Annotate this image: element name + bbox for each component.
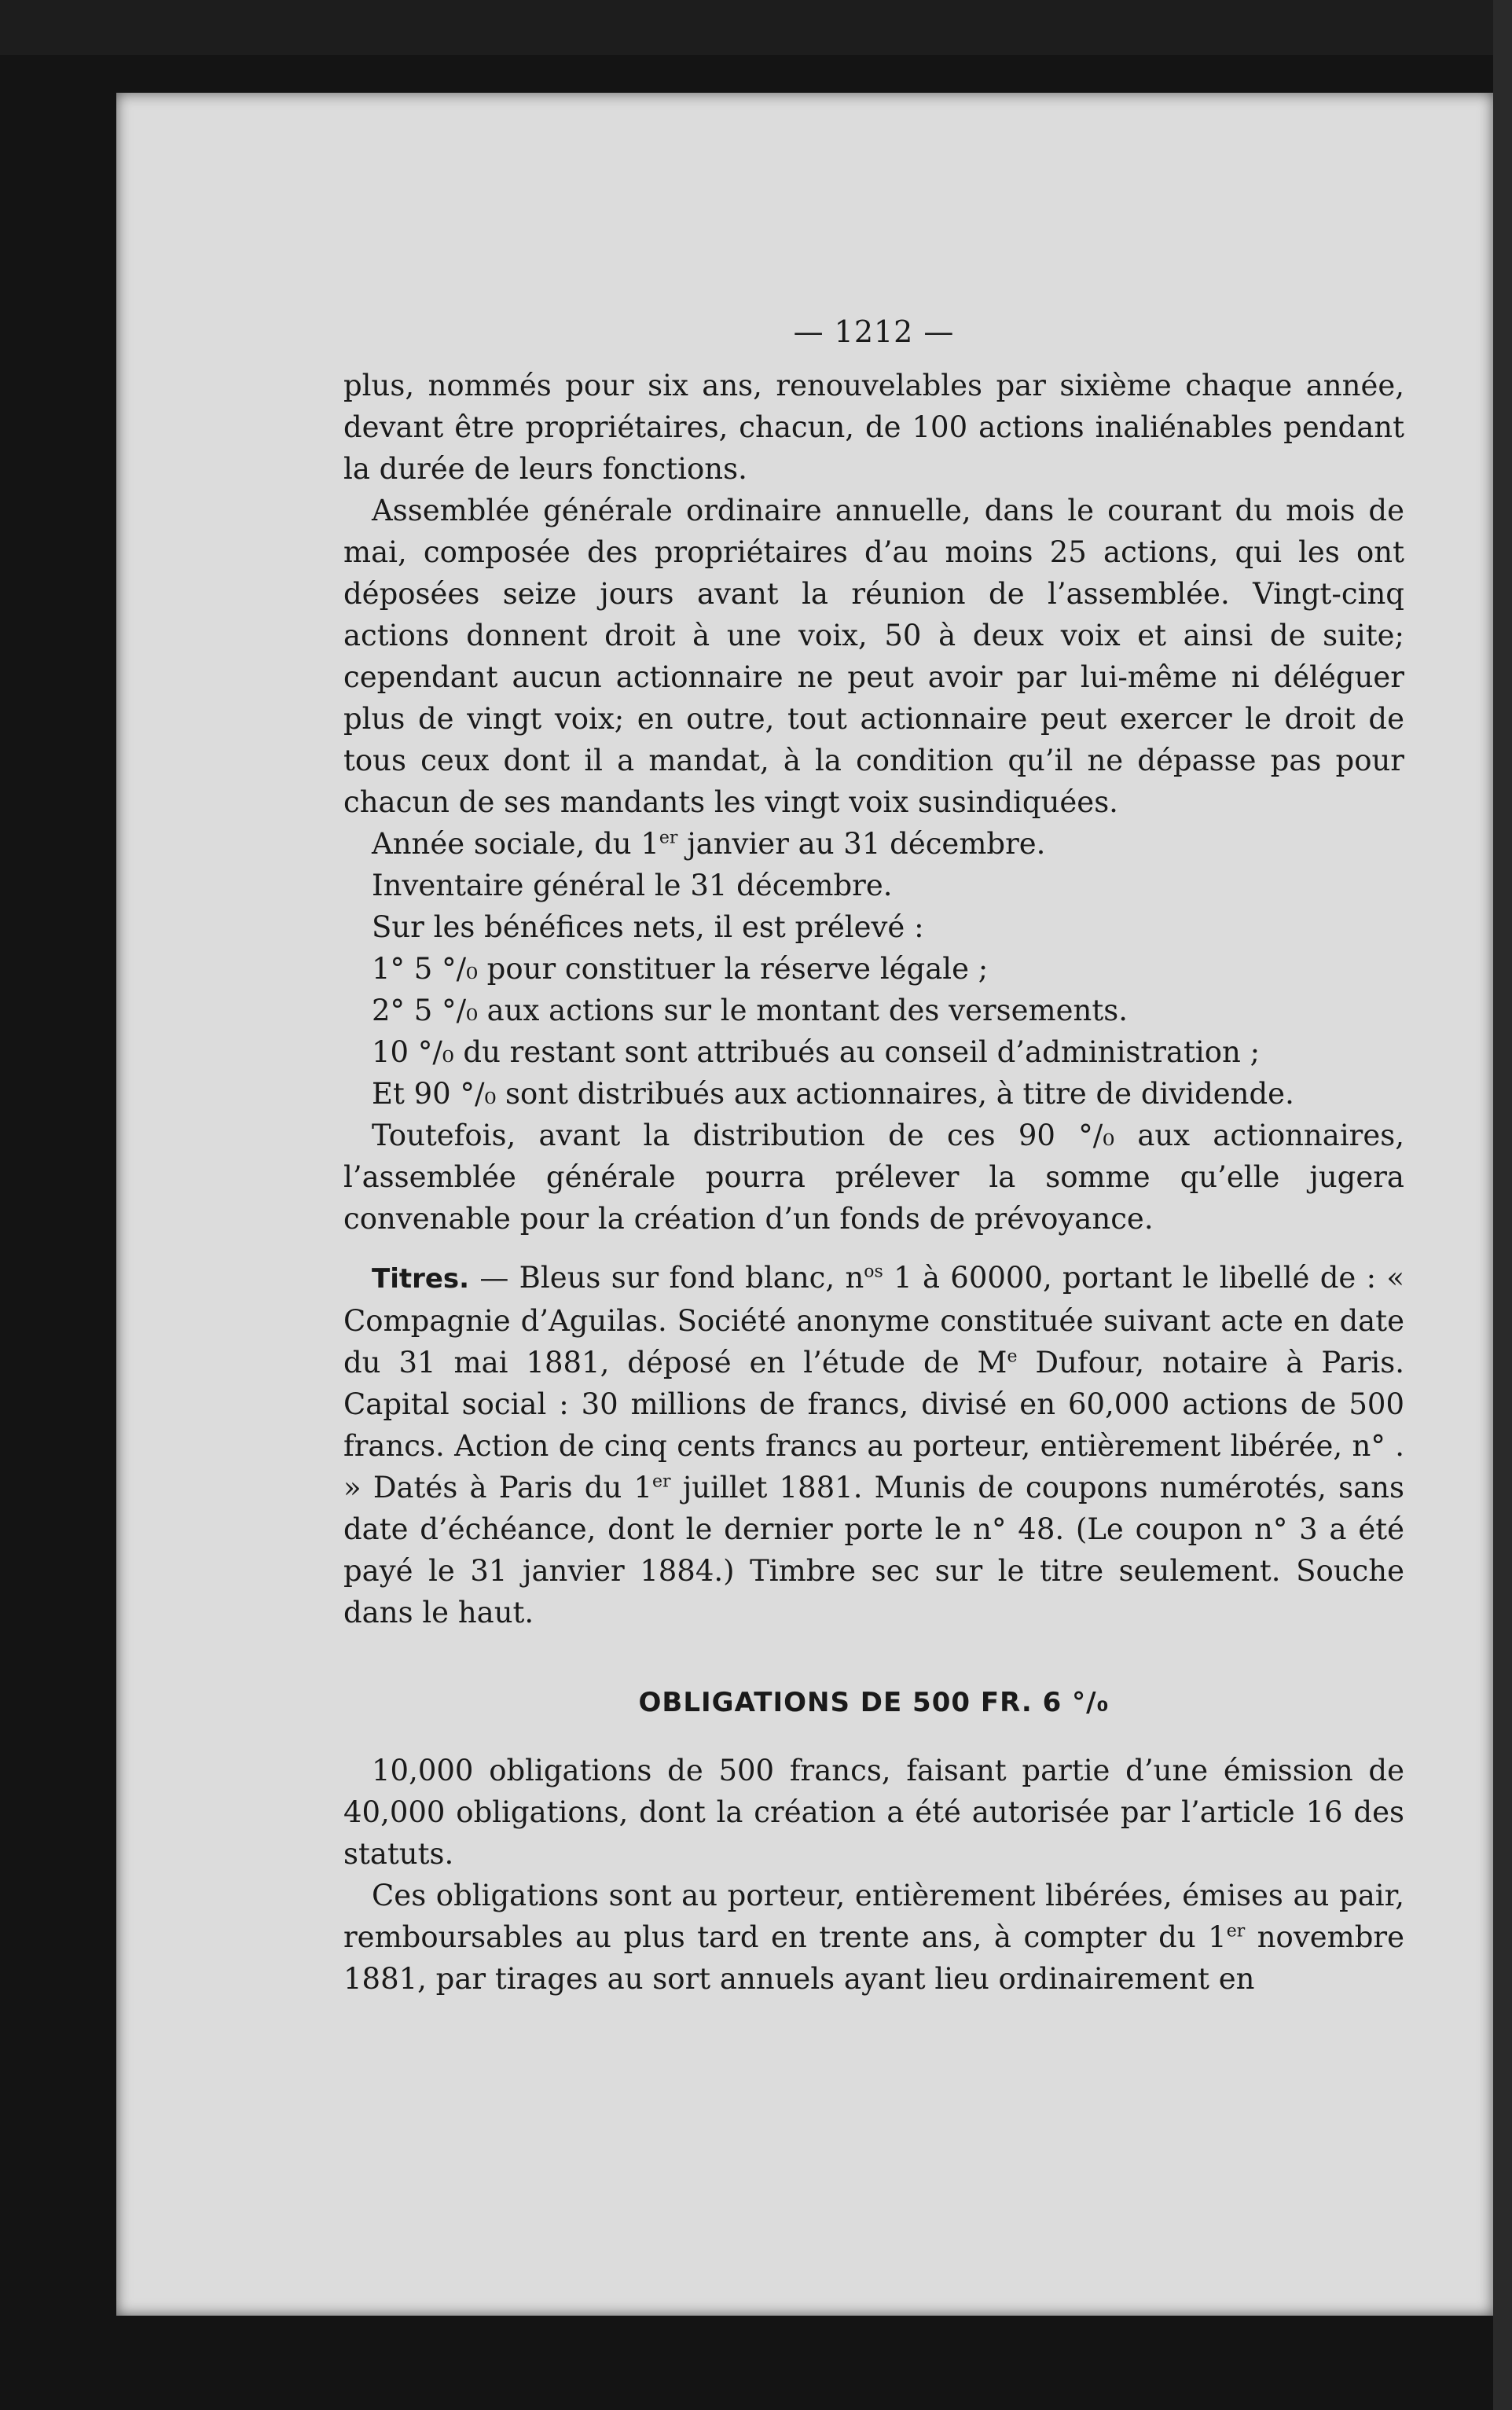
paragraph-inventory: Inventaire général le 31 décembre. xyxy=(372,869,893,902)
paragraph-board-members: plus, nommés pour six ans, renouvelables par sixième chaque année, devant être propriétaires, chacun, de 100 actions inaliénables pendant la durée de leurs fonctions. xyxy=(343,369,1404,486)
scan-background-right xyxy=(1493,0,1512,2410)
paragraph-obligations-count: 10,000 obligations de 500 francs, faisant partie d’une émission de 40,000 obligations, dont la création a été autorisée par l’article 16 des statuts. xyxy=(343,1754,1404,1871)
paragraph-general-assembly: Assemblée générale ordinaire annuelle, dans le courant du mois de mai, composée des propriétaires d’au moins 25 actions, qui les ont déposées seize jours avant la réunion de l’assemblée. Vingt-cinq actions donnent droit à une voix, 50 à deux voix et ainsi de suite; cependant aucun actionnaire ne peut avoir par lui-même ni déléguer plus de vingt voix; en outre, tout actionnaire peut exercer le droit de tous ceux dont il a mandat, à la condition qu’il ne dépasse pas pour chacun de ses mandants les vingt voix susindiquées. xyxy=(343,494,1404,819)
scan-background-top xyxy=(0,0,1512,55)
superscript: er xyxy=(1226,1921,1246,1942)
fiscal-year-text-end: janvier au 31 décembre. xyxy=(677,827,1046,861)
superscript: e xyxy=(1007,1346,1018,1367)
paragraph-dividend: Et 90 °/₀ sont distribués aux actionnaires, à titre de dividende. xyxy=(372,1077,1294,1111)
paragraph-profits-intro: Sur les bénéfices nets, il est prélevé : xyxy=(372,910,924,944)
page-text xyxy=(343,314,1404,2000)
paragraph-board-share: 10 °/₀ du restant sont attribués au conseil d’administration ; xyxy=(372,1035,1261,1069)
titres-text-c: Dufour, notaire à Paris. Capital social : 30 millions de francs, divisé en 60,000 actions de 500 francs. Action de cinq cents francs au porteur, entièrement libérée, n° . » Datés à Paris du 1 xyxy=(343,1346,1404,1504)
superscript: er xyxy=(659,828,678,848)
paragraph-fiscal-year xyxy=(343,823,1404,865)
page-number: — 1212 — xyxy=(793,314,955,349)
titres-text-d: juillet 1881. Munis de coupons numérotés, sans date d’échéance, dont le dernier porte le n° 48. (Le coupon n° 3 a été payé le 31 janvier 1884.) Timbre sec sur le titre seulement. Souche dans le haut. xyxy=(343,1471,1404,1629)
obligations-terms-text: Ces obligations sont au porteur, entièrement libérées, émises au pair, remboursables au plus tard en trente ans, à compter du 1 xyxy=(343,1879,1404,1954)
paragraph-provident-fund: Toutefois, avant la distribution de ces 90 °/₀ aux actionnaires, l’assemblée générale pourra prélever la somme qu’elle jugera convenable pour la création d’un fonds de prévoyance. xyxy=(343,1119,1404,1236)
paragraph-shares-payment: 2° 5 °/₀ aux actions sur le montant des versements. xyxy=(372,994,1128,1027)
titres-text-a: — Bleus sur fond blanc, n xyxy=(469,1261,864,1295)
titres-text-b: 1 à 60000, portant le libellé de : « Compagnie d’Aguilas. Société anonyme constituée suivant acte en date du 31 mai 1881, déposé en l’étude de M xyxy=(343,1261,1404,1380)
section-heading-obligations: OBLIGATIONS DE 500 FR. 6 °/₀ xyxy=(638,1687,1110,1718)
obligations-terms-text-end: novembre 1881, par tirages au sort annuels ayant lieu ordinairement en xyxy=(343,1920,1404,1996)
paragraph-titres xyxy=(343,1257,1404,1633)
paragraph-obligations-terms xyxy=(343,1875,1404,2000)
superscript: er xyxy=(652,1471,671,1492)
fiscal-year-text: Année sociale, du 1 xyxy=(372,827,659,861)
superscript: os xyxy=(864,1262,883,1282)
titres-label: Titres. xyxy=(372,1263,470,1295)
paragraph-legal-reserve: 1° 5 °/₀ pour constituer la réserve légale ; xyxy=(372,952,989,986)
